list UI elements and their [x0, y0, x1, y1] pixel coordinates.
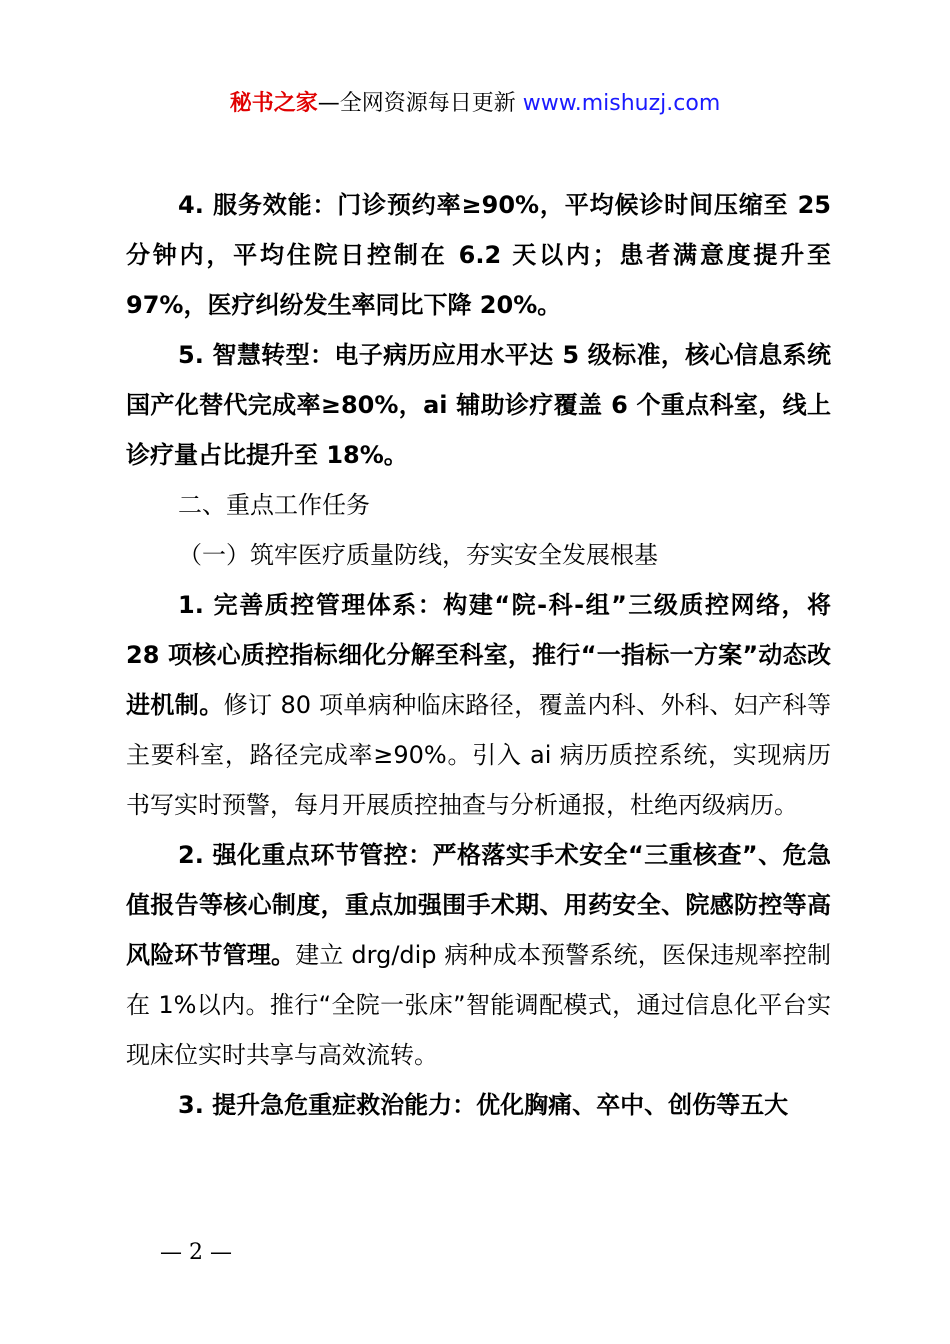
paragraph-smart-transformation: [126, 330, 831, 480]
paragraph-quality-control: [126, 580, 831, 830]
paragraph-text: 建立 drg/dip 病种成本预警系统，医保违规率控制在 1%以内。推行“全院一张床”智能调配模式，通过信息化平台实现床位实时共享与高效流转。: [126, 941, 832, 1069]
paragraph-emergency-care: [126, 1080, 831, 1130]
paragraph-bold-text: 4. 服务效能：门诊预约率≥90%，平均候诊时间压缩至 25 分钟内，平均住院日控制在 6.2 天以内；患者满意度提升至 97%，医疗纠纷发生率同比下降 20%。: [126, 191, 831, 319]
paragraph-text: 修订 80 项单病种临床路径，覆盖内科、外科、妇产科等主要科室，路径完成率≥90%。引入 ai 病历质控系统，实现病历书写实时预警，每月开展质控抽查与分析通报，杜绝丙级病历。: [126, 691, 832, 819]
site-url-link[interactable]: www.mishuzj.com: [522, 91, 721, 116]
paragraph-key-links: [126, 830, 831, 1080]
paragraph-bold-text: 2. 强化重点环节管控：严格落实手术安全“三重核查”、危急值报告等核心制度，重点加强围手术期、用药安全、院感防控等高风险环节管理。: [126, 841, 831, 969]
page-number: — 2 —: [160, 1240, 232, 1265]
subsection-heading-text: （一）筑牢医疗质量防线，夯实安全发展根基: [178, 541, 658, 569]
header-tagline: —全网资源每日更新: [317, 91, 523, 116]
brand-name: 秘书之家: [229, 91, 318, 116]
paragraph-bold-text: 5. 智慧转型：电子病历应用水平达 5 级标准，核心信息系统国产化替代完成率≥80%，ai 辅助诊疗覆盖 6 个重点科室，线上诊疗量占比提升至 18%。: [126, 341, 831, 469]
paragraph-bold-text: 3. 提升急危重症救治能力：优化胸痛、卒中、创伤等五大: [178, 1091, 789, 1119]
section-heading-text: 二、重点工作任务: [178, 491, 370, 519]
paragraph-service-efficiency: [126, 180, 831, 330]
subsection-heading: [126, 530, 831, 580]
paragraph-bold-text: 1. 完善质控管理体系：构建“院-科-组”三级质控网络，将 28 项核心质控指标细化分解至科室，推行“一指标一方案”动态改进机制。: [126, 591, 831, 719]
site-header: [0, 86, 950, 122]
section-heading: [126, 480, 831, 530]
document-body: [126, 180, 831, 1130]
